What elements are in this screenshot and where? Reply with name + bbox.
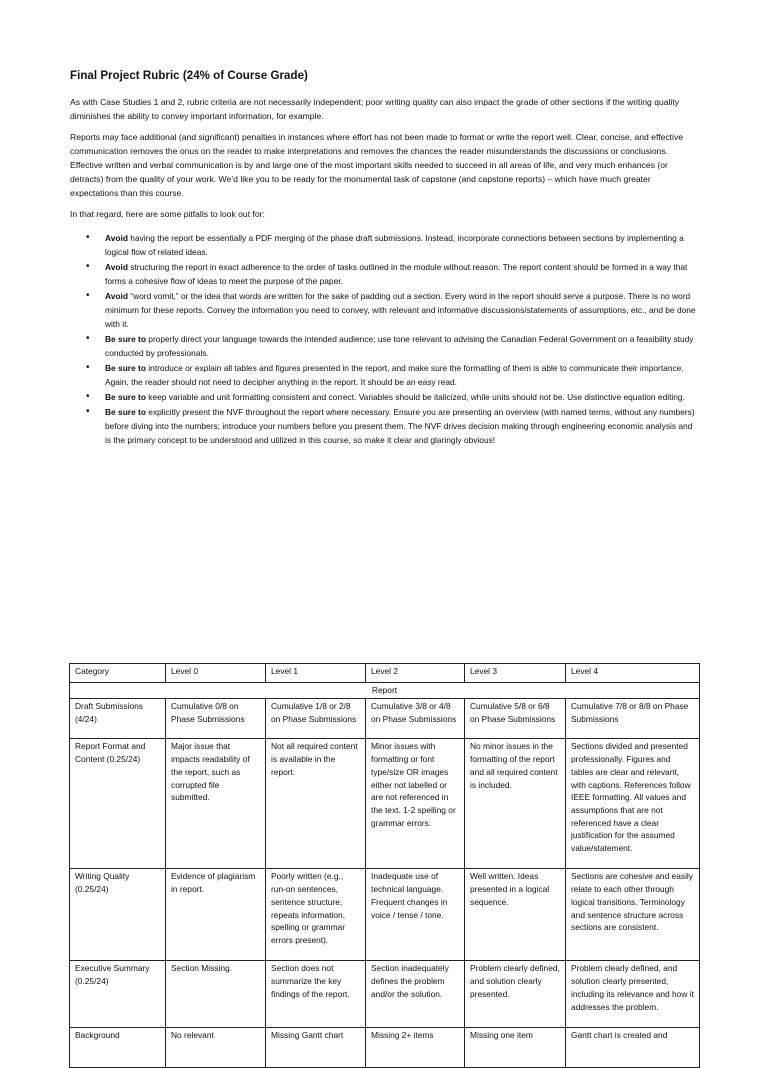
- pitfall-text: properly direct your language towards the intended audience; use tone relevant to advising the Canadian Federal Government on a feasibility study conducted by professionals.: [105, 334, 694, 358]
- table-cell: Poorly written (e.g., run-on sentences, sentence structure, repeats information, spelling or grammar errors present).: [266, 869, 366, 961]
- table-cell: Writing Quality (0.25/24): [70, 869, 166, 961]
- pitfall-item: [105, 361, 700, 389]
- table-cell: Not all required content is available in the report.: [266, 739, 366, 869]
- pitfall-text: “word vomit,” or the idea that words are written for the sake of padding out a section. Every word in the report should serve a purpose. There is no word minimum for these reports. Convey the information you need to convey, with relevant and informative discussions/statements of assumptions, etc., and be done with it.: [105, 291, 696, 329]
- table-cell: Missing 2+ items: [366, 1028, 465, 1068]
- table-cell: Executive Summary (0.25/24): [70, 961, 166, 1028]
- table-row: [70, 869, 700, 961]
- table-cell: Background: [70, 1028, 166, 1068]
- table-row: [70, 739, 700, 869]
- rubric-table: [69, 663, 700, 1068]
- column-header: Category: [70, 664, 166, 683]
- table-cell: Problem clearly defined, and solution clearly presented, including its relevance and how it addresses the problem.: [566, 961, 700, 1028]
- table-cell: Sections are cohesive and easily relate to each other through logical transitions. Terminology and sentence structure across sections are consistent.: [566, 869, 700, 961]
- table-cell: Problem clearly defined, and solution clearly presented.: [465, 961, 566, 1028]
- pitfalls-intro: In that regard, here are some pitfalls to look out for:: [70, 209, 265, 219]
- pitfall-text: keep variable and unit formatting consistent and correct. Variables should be italicized, while units should not be. Use distinctive equation editing.: [145, 392, 685, 402]
- pitfall-lead: Avoid: [105, 233, 128, 243]
- table-row: [70, 1028, 700, 1068]
- table-cell: Evidence of plagiarism in report.: [166, 869, 266, 961]
- table-cell: Draft Submissions (4/24): [70, 699, 166, 739]
- table-cell: Sections divided and presented professionally. Figures and tables are clear and relevant, with captions. References follow IEEE formatting. All values and assumptions that are not referenced have a clear justification for the assumed value/statement.: [566, 739, 700, 869]
- pitfall-item: [105, 260, 700, 288]
- table-cell: Minor issues with formatting or font type/size OR images either not labelled or are not referenced in the text. 1-2 spelling or grammar errors.: [366, 739, 465, 869]
- table-cell: Major issue that impacts readability of the report, such as corrupted file submitted.: [166, 739, 266, 869]
- table-cell: Cumulative 3/8 or 4/8 on Phase Submissions: [366, 699, 465, 739]
- column-header: Level 0: [166, 664, 266, 683]
- table-cell: Cumulative 7/8 or 8/8 on Phase Submissions: [566, 699, 700, 739]
- pitfall-lead: Avoid: [105, 291, 128, 301]
- table-cell: No relevant: [166, 1028, 266, 1068]
- pitfall-lead: Be sure to: [105, 363, 146, 373]
- pitfall-item: [105, 289, 700, 331]
- table-cell: Cumulative 0/8 on Phase Submissions: [166, 699, 266, 739]
- column-header: Level 1: [266, 664, 366, 683]
- pitfall-item: [105, 332, 700, 360]
- pitfall-text: introduce or explain all tables and figures presented in the report, and make sure the formatting of them is able to communicate their importance. Again, the reader should not need to decipher anything in the report. It should be an easy read.: [105, 363, 684, 387]
- penalties-paragraph: Reports may face additional (and significant) penalties in instances where effort has not been made to format or write the report well. Clear, concise, and effective communication removes the onus on the reader to make interpretations and removes the chances the reader misunderstands the discussions or conclusions. Effective written and verbal communication is by and large one of the most important skills needed to succeed in all areas of life, and very much enhances (or detracts) from the quality of your work. We’d like you to be ready for the monumental task of capstone (and capstone reports) – which have much greater expectations than this course.: [70, 132, 684, 198]
- table-row: [70, 699, 700, 739]
- table-cell: Section Missing.: [166, 961, 266, 1028]
- table-cell: Section does not summarize the key findings of the report.: [266, 961, 366, 1028]
- table-cell: Cumulative 5/8 or 6/8 on Phase Submissions: [465, 699, 566, 739]
- table-cell: Missing Gantt chart: [266, 1028, 366, 1068]
- pitfall-text: having the report be essentially a PDF merging of the phase draft submissions. Instead, incorporate connections between sections by implementing a logical flow of related ideas.: [105, 233, 684, 257]
- pitfall-text: structuring the report in exact adherence to the order of tasks outlined in the module without reason. The report content should be formed in a way that forms a cohesive flow of ideas to meet the purpose of the paper.: [105, 262, 688, 286]
- section-row: [70, 682, 700, 699]
- column-header: Level 4: [566, 664, 700, 683]
- pitfall-item: [105, 405, 700, 447]
- column-header: Level 2: [366, 664, 465, 683]
- table-cell: Section inadequately defines the problem and/or the solution.: [366, 961, 465, 1028]
- section-label: Report: [70, 682, 700, 699]
- intro-paragraph: As with Case Studies 1 and 2, rubric criteria are not necessarily independent; poor writing quality can also impact the grade of other sections if the writing quality diminishes the ability to convey important information, for example.: [70, 97, 680, 121]
- table-cell: Gantt chart is created and: [566, 1028, 700, 1068]
- table-cell: Report Format and Content (0.25/24): [70, 739, 166, 869]
- page-title: Final Project Rubric (24% of Course Grade): [70, 70, 308, 82]
- pitfall-lead: Be sure to: [105, 407, 146, 417]
- column-header: Level 3: [465, 664, 566, 683]
- pitfall-text: explicitly present the NVF throughout the report where necessary. Ensure you are presenting an overview (with named terms, without any numbers) before diving into the numbers; introduce your numbers before you present them. The NVF drives decision making through engineering economic analysis and is the primary concept to be understood and utilized in this course, so make it clear and glaringly obvious!: [105, 407, 695, 445]
- pitfalls-list: [70, 231, 700, 447]
- table-cell: No minor issues in the formatting of the report and all required content is included.: [465, 739, 566, 869]
- pitfall-item: [105, 390, 700, 404]
- table-row: [70, 961, 700, 1028]
- pitfall-item: [105, 231, 700, 259]
- table-cell: Cumulative 1/8 or 2/8 on Phase Submissions: [266, 699, 366, 739]
- pitfall-lead: Be sure to: [105, 392, 146, 402]
- pitfall-lead: Avoid: [105, 262, 128, 272]
- pitfall-lead: Be sure to: [105, 334, 146, 344]
- table-cell: Missing one item: [465, 1028, 566, 1068]
- table-cell: Inadequate use of technical language. Frequent changes in voice / tense / tone.: [366, 869, 465, 961]
- table-header-row: [70, 664, 700, 683]
- intro-section: [70, 70, 700, 448]
- table-cell: Well written. Ideas presented in a logical sequence.: [465, 869, 566, 961]
